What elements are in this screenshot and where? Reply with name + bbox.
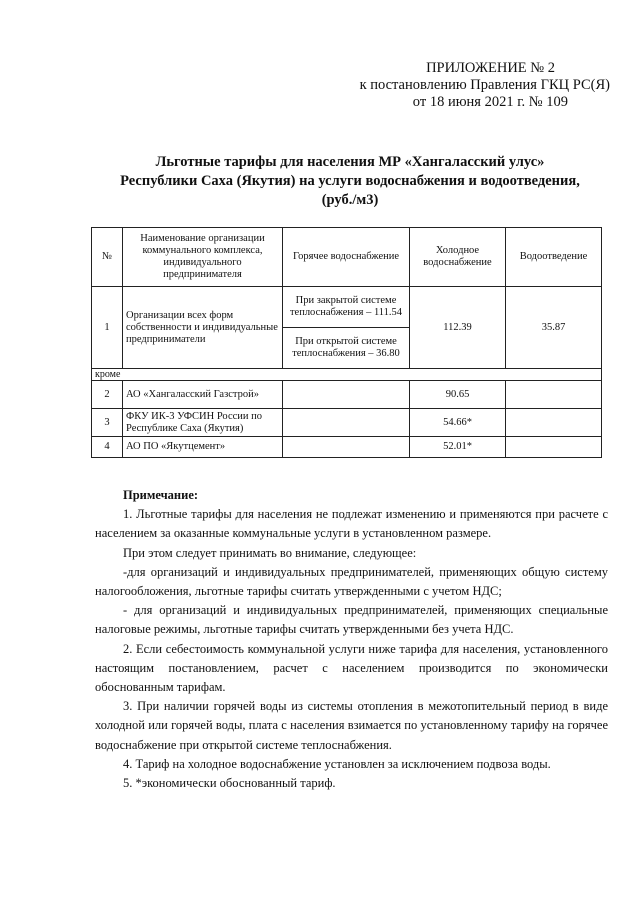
table-header-row	[92, 228, 602, 287]
except-label: кроме	[92, 369, 602, 381]
row-1-hot-closed: При закрытой системе теплоснабжения – 111.54	[283, 287, 410, 328]
header-cold-water: Холодное водоснабжение	[410, 228, 506, 287]
row-4-org: АО ПО «Якутцемент»	[123, 437, 283, 458]
document-title	[95, 153, 605, 210]
row-2-org: АО «Хангаласский Газстрой»	[123, 381, 283, 409]
row-1-org: Организации всех форм собственности и индивидуальные предприниматели	[123, 287, 283, 369]
header-drainage: Водоотведение	[506, 228, 602, 287]
row-3-drain	[506, 409, 602, 437]
row-3-org: ФКУ ИК-3 УФСИН России по Республике Саха (Якутия)	[123, 409, 283, 437]
tariffs-table	[91, 227, 602, 458]
note-paragraph-4: - для организаций и индивидуальных предпринимателей, применяющих специальные налоговые режимы, льготные тарифы считать утвержденными без учета НДС.	[95, 603, 608, 637]
header-org: Наименование организации коммунального комплекса, индивидуального предпринимателя	[123, 228, 283, 287]
header-hot-water: Горячее водоснабжение	[283, 228, 410, 287]
row-2-hot	[283, 381, 410, 409]
row-4-cold: 52.01*	[410, 437, 506, 458]
notes-title: Примечание:	[123, 488, 199, 502]
title-line-3: (руб./м3)	[321, 192, 379, 208]
row-4-drain	[506, 437, 602, 458]
appendix-date: от 18 июня 2021 г. № 109	[412, 94, 568, 110]
row-3-cold: 54.66*	[410, 409, 506, 437]
row-2-drain	[506, 381, 602, 409]
notes-section	[95, 486, 608, 793]
appendix-resolution: к постановлению Правления ГКЦ РС(Я)	[359, 77, 610, 93]
note-paragraph-8: 5. *экономически обоснованный тариф.	[123, 776, 336, 791]
row-1-num: 1	[92, 287, 123, 369]
row-4-num: 4	[92, 437, 123, 458]
row-1-cold: 112.39	[410, 287, 506, 369]
table-row	[92, 381, 602, 409]
row-3-hot	[283, 409, 410, 437]
row-2-cold: 90.65	[410, 381, 506, 409]
note-paragraph-3: -для организаций и индивидуальных предпринимателей, применяющих общую систему налогообложения, льготные тарифы считать утвержденными с учетом НДС;	[95, 564, 608, 599]
table-row	[92, 409, 602, 437]
header-num: №	[92, 228, 123, 287]
note-paragraph-2: При этом следует принимать во внимание, следующее:	[123, 545, 417, 560]
row-3-num: 3	[92, 409, 123, 437]
note-paragraph-6: 3. При наличии горячей воды из системы отопления в межотопительный период в виде холодной или горячей воды, плата с населения взимается по установленному тарифу на горячее водоснабжение при открытой системе теплоснабжения.	[95, 699, 608, 752]
appendix-header	[360, 60, 610, 111]
note-paragraph-7: 4. Тариф на холодное водоснабжение установлен за исключением подвоза воды.	[123, 756, 551, 771]
table-row	[92, 287, 602, 328]
title-line-2: Республики Саха (Якутия) на услуги водоснабжения и водоотведения,	[120, 173, 580, 189]
row-2-num: 2	[92, 381, 123, 409]
table-row	[92, 437, 602, 458]
row-1-drain: 35.87	[506, 287, 602, 369]
row-1-hot-open: При открытой системе теплоснабжения – 36.80	[283, 328, 410, 369]
row-4-hot	[283, 437, 410, 458]
title-line-1: Льготные тарифы для населения МР «Хангаласский улус»	[155, 154, 545, 170]
note-paragraph-5: 2. Если себестоимость коммунальной услуги ниже тарифа для населения, установленного настоящим постановлением, расчет с населением производится по экономически обоснованным тарифам.	[95, 641, 608, 695]
appendix-number: ПРИЛОЖЕНИЕ № 2	[426, 60, 555, 76]
note-paragraph-1: 1. Льготные тарифы для населения не подлежат изменению и применяются при расчете с населением за оказанные коммунальные услуги в установленном размере.	[95, 507, 608, 541]
table-row-except	[92, 369, 602, 381]
